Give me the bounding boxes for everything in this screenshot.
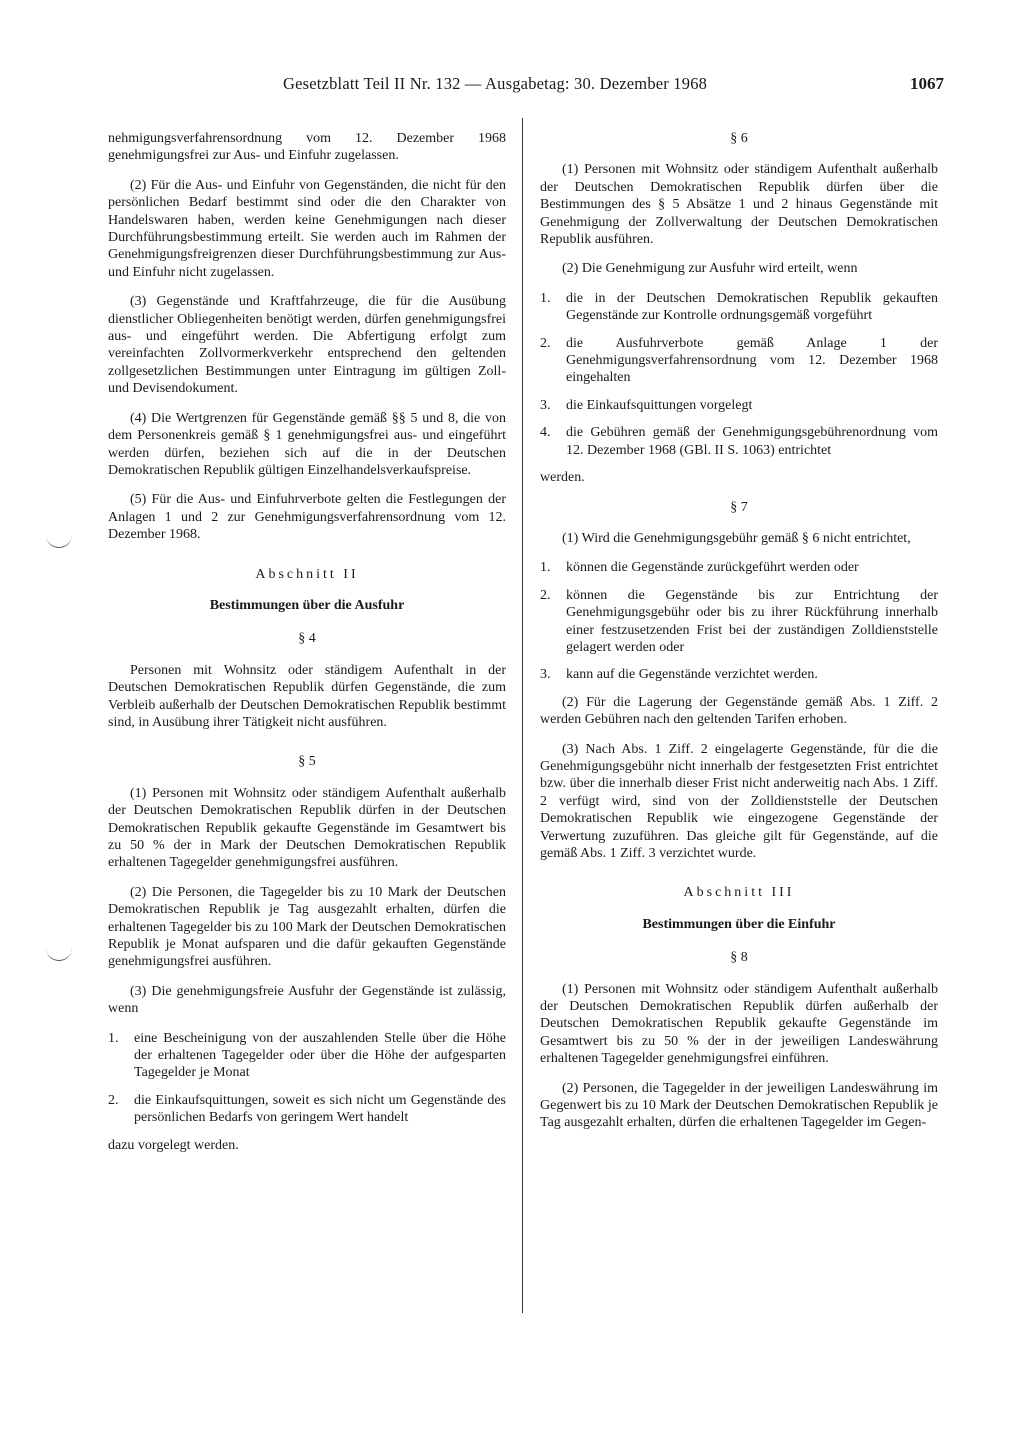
list-item-number: 2.	[108, 1092, 119, 1108]
list-item-number: 2.	[540, 335, 551, 351]
list-item-text: die Ausfuhrverbote gemäß Anlage 1 der Genehmigungsverfahrensordnung vom 12. Dezember 1968 eingehalten	[566, 335, 938, 386]
list-item-number: 4.	[540, 425, 551, 441]
list-item-text: die Einkaufsquittungen vorgelegt	[566, 397, 753, 413]
paragraph-sign: § 7	[730, 499, 748, 515]
list-item-number: 3.	[540, 397, 551, 413]
paragraph: (3) Nach Abs. 1 Ziff. 2 eingelagerte Gegenstände, für die die Genehmigungsgebühr nicht innerhalb der festgesetzten Frist entrichtet bzw. über die innerhalb dieser Frist nicht anderweitig nach Abs. 1 Ziff. 2 verfügt wird, sind von der Zolldienststelle der Deutschen Demokratischen Republik wie eingezogene Gegenstände der Verwertung zuzuführen. Das gleiche gilt für Gegenstände, auf die gemäß Abs. 1 Ziff. 3 verzichtet wurde.	[540, 741, 938, 861]
list-item-text: können die Gegenstände bis zur Entrichtung der Genehmigungsgebühr oder bis zu ihrer Rückführung innerhalb einer festzusetzenden Frist bei der zuständigen Zolldienststelle gelagert werden oder	[566, 587, 938, 655]
paragraph: (5) Für die Aus- und Einfuhrverbote gelten die Festlegungen der Anlagen 1 und 2 zur Genehmigungsverfahrensordnung vom 12. Dezember 1968.	[108, 492, 506, 543]
paragraph: (2) Die Personen, die Tagegelder bis zu 10 Mark der Deutschen Demokratischen Republik je Tag ausgezahlt erhalten, dürfen die erhaltenen Tagegelder bis zu 100 Mark der Deutschen Demokratischen Republik je Monat aufsparen und die dafür gekauften Gegenstände genehmigungsfrei ausführen.	[108, 884, 506, 970]
section-heading: Abschnitt III	[683, 885, 795, 901]
paragraph: (3) Gegenstände und Kraftfahrzeuge, die für die Ausübung dienstlicher Obliegenheiten benötigt werden, dürfen genehmigungsfrei aus- und eingeführt werden. Die Abfertigung erfolgt zum vereinfachten Zollvormerkverkehr entsprechend den geltenden zollgesetzlichen Bestimmungen unter Eintragung im gültigen Zoll- und Devisendokument.	[108, 294, 506, 397]
paragraph: (1) Personen mit Wohnsitz oder ständigem Aufenthalt außerhalb der Deutschen Demokratischen Republik dürfen über die Bestimmungen des § 5 Absätze 1 und 2 hinaus Gegenstände mit Genehmigung der Zollverwaltung der Deutschen Demokratischen Republik ausführen.	[540, 162, 938, 248]
paragraph-sign: § 4	[298, 631, 316, 647]
list-item	[540, 335, 938, 387]
paragraph: werden.	[540, 470, 585, 486]
paragraph: (1) Personen mit Wohnsitz oder ständigem Aufenthalt außerhalb der Deutschen Demokratischen Republik dürfen außerhalb der Deutschen Demokratischen Republik gekaufte Gegenstände im Gesamtwert bis zu 50 % der in der jeweiligen Landeswährung erhaltenen Tagegelder genehmigungsfrei einführen.	[540, 981, 938, 1067]
list-item-number: 1.	[540, 290, 551, 306]
paragraph: (1) Wird die Genehmigungsgebühr gemäß § 6 nicht entrichtet,	[562, 530, 911, 546]
section-heading: Abschnitt II	[255, 566, 359, 582]
header-title: Gesetzblatt Teil II Nr. 132 — Ausgabetag: 30. Dezember 1968	[283, 74, 708, 93]
list-item-number: 2.	[540, 587, 551, 603]
list-item-text: können die Gegenstände zurückgeführt werden oder	[566, 560, 859, 576]
list-item	[540, 397, 938, 414]
list-item-text: eine Bescheinigung von der auszahlenden Stelle über die Höhe der erhaltenen Tagegelder oder über die Höhe der aufgesparten Tagegelder je Monat	[134, 1030, 506, 1081]
page-header	[108, 74, 944, 98]
list-item-number: 3.	[540, 667, 551, 683]
paragraph: (2) Personen, die Tagegelder in der jeweiligen Landeswährung im Gegenwert bis zu 10 Mark der Deutschen Demokratischen Republik je Tag ausgezahlt erhalten, dürfen die erhaltenen Tagegelder im Gegen-	[540, 1080, 938, 1131]
list-item-number: 1.	[540, 560, 551, 576]
list-item-text: die in der Deutschen Demokratischen Republik gekauften Gegenstände zur Kontrolle ordnungsgemäß vorgeführt	[566, 290, 938, 324]
paragraph: nehmigungsverfahrensordnung vom 12. Dezember 1968 genehmigungsfrei zur Aus- und Einfuhr zugelassen.	[108, 131, 506, 164]
margin-mark	[46, 948, 72, 961]
margin-mark	[46, 535, 72, 548]
paragraph: (4) Die Wertgrenzen für Gegenstände gemäß §§ 5 und 8, die von dem Personenkreis gemäß § 1 genehmigungsfrei aus- und eingeführt werden dürfen, beziehen sich auf die in der Deutschen Demokratischen Republik gültigen Einzelhandelsverkaufspreise.	[108, 410, 506, 478]
paragraph: (2) Für die Aus- und Einfuhr von Gegenständen, die nicht für den persönlichen Bedarf bestimmt sind oder die den Charakter von Handelswaren haben, werden keine Genehmigungen nach dieser Durchführungsbestimmung erteilt. Sie werden auch im Rahmen der Genehmigungsfreigrenzen dieser Durchführungsbestimmung zur Aus- und Einfuhr nicht zugelassen.	[108, 177, 506, 280]
list-item	[540, 424, 938, 459]
list-item-number: 1.	[108, 1030, 119, 1046]
column-divider	[522, 118, 523, 1313]
list-item-text: die Gebühren gemäß der Genehmigungsgebührenordnung vom 12. Dezember 1968 (GBl. II S. 1063) entrichtet	[566, 425, 938, 458]
list-item	[540, 290, 938, 325]
page-number: 1067	[910, 74, 944, 93]
list-item	[540, 587, 938, 657]
paragraph-sign: § 6	[730, 131, 748, 146]
paragraph: dazu vorgelegt werden.	[108, 1137, 239, 1153]
list-item	[540, 559, 938, 576]
paragraph-sign: § 8	[730, 950, 748, 966]
list-item	[108, 1030, 506, 1082]
left-column	[108, 130, 506, 1166]
section-title: Bestimmungen über die Einfuhr	[642, 916, 836, 932]
section-title: Bestimmungen über die Ausfuhr	[209, 597, 405, 613]
list-item	[108, 1092, 506, 1127]
paragraph: (2) Für die Lagerung der Gegenstände gemäß Abs. 1 Ziff. 2 werden Gebühren nach den geltenden Tarifen erhoben.	[540, 694, 938, 728]
paragraph-sign: § 5	[298, 754, 316, 770]
right-column	[540, 130, 938, 1144]
paragraph: (2) Die Genehmigung zur Ausfuhr wird erteilt, wenn	[562, 261, 858, 277]
paragraph: (3) Die genehmigungsfreie Ausfuhr der Gegenstände ist zulässig, wenn	[108, 983, 506, 1017]
list-item-text: kann auf die Gegenstände verzichtet werden.	[566, 667, 818, 683]
list-item-text: die Einkaufsquittungen, soweit es sich nicht um Gegenstände des persönlichen Bedarfs von geringem Wert handelt	[134, 1092, 506, 1126]
paragraph: (1) Personen mit Wohnsitz oder ständigem Aufenthalt außerhalb der Deutschen Demokratischen Republik dürfen in der Deutschen Demokratischen Republik gekaufte Gegenstände im Gesamtwert bis zu 50 % der in Mark der Deutschen Demokratischen Republik erhaltenen Tagegelder genehmigungsfrei ausführen.	[108, 785, 506, 871]
list-item	[540, 666, 938, 683]
paragraph: Personen mit Wohnsitz oder ständigem Aufenthalt in der Deutschen Demokratischen Republik dürfen Gegenstände, die zum Verbleib außerhalb der Deutschen Demokratischen Republik bestimmt sind, in Ausübung ihrer Tätigkeit nicht ausführen.	[108, 662, 506, 730]
